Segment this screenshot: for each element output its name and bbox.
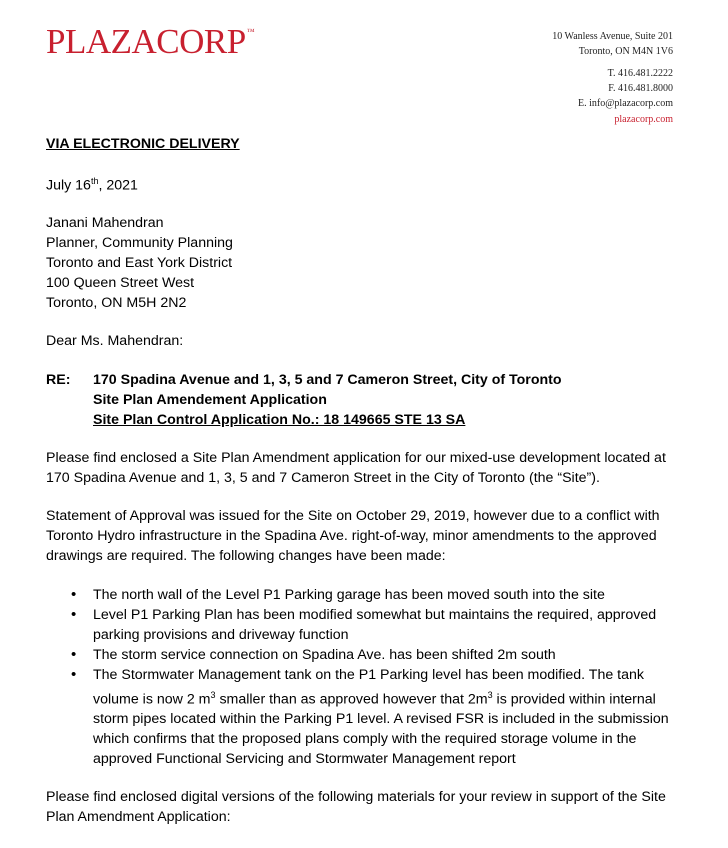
list-item: • The Stormwater Management tank on the P1 Parking level has been modified. The tank volume is now 2 $m^3$ smaller than as approved however that $2m^3$ is provided within internal storm pipes located within the Parking P1 level. A revised FSR is included in the submission which confirms that the proposed plans comply with the required storage volume in the approved Functional Servicing and Stormwater Management report [93, 665, 686, 770]
logo-text: PLAZACORP [46, 22, 246, 61]
paragraph-approval: Statement of Approval was issued for the Site on October 29, 2019, however due to a conflict with Toronto Hydro infrastructure in the Spadina Ave. right-of-way, minor amendments to the approved drawings are required. The following changes have been made: [46, 507, 660, 564]
email-address: E. info@plazacorp.com [577, 98, 673, 109]
website-link[interactable]: plazacorp.com [614, 114, 673, 125]
subject-line-3: Site Plan Control Application No.: 18 149665 STE 13 SA [93, 411, 466, 428]
recipient-district: Toronto and East York District [46, 254, 233, 271]
paragraph-enclosures: Please find enclosed digital versions of the following materials for your review in support of the Site Plan Amendment Application: [46, 789, 666, 826]
subject-line-1: 170 Spadina Avenue and 1, 3, 5 and 7 Cameron Street, City of Toronto [93, 371, 562, 388]
subject-line-2: Site Plan Amendement Application [93, 391, 327, 408]
recipient-street: 100 Queen Street West [46, 274, 195, 291]
recipient-title: Planner, Community Planning [46, 234, 233, 251]
date-ordinal: th [90, 176, 99, 186]
fax-number: F. 416.481.8000 [608, 83, 673, 94]
company-logo [46, 24, 254, 59]
letter-date: July 16th, 2021 [46, 176, 138, 194]
subject-block [46, 370, 686, 430]
recipient-city: Toronto, ON M5H 2N2 [46, 294, 187, 311]
salutation: Dear Ms. Mahendran: [46, 332, 184, 349]
recipient-name: Janani Mahendran [46, 214, 164, 231]
phone-number: T. 416.481.2222 [607, 68, 673, 79]
changes-list [46, 585, 686, 770]
address-line-1: 10 Wanless Avenue, Suite 201 [552, 31, 673, 42]
recipient-block [46, 213, 686, 313]
list-item: • Level P1 Parking Plan has been modified somewhat but maintains the required, approved parking provisions and driveway function [93, 605, 686, 645]
subject-label: RE: [46, 371, 71, 388]
delivery-method: VIA ELECTRONIC DELIVERY [46, 136, 240, 152]
paragraph-intro: Please find enclosed a Site Plan Amendment application for our mixed-use development located at 170 Spadina Avenue and 1, 3, 5 and 7 Cameron Street in the City of Toronto (the “Site”). [46, 449, 666, 486]
list-item: • The storm service connection on Spadina Ave. has been shifted 2m south [93, 645, 686, 665]
address-line-2: Toronto, ON M4N 1V6 [578, 46, 673, 57]
subject-lines [93, 370, 562, 430]
list-item: • The north wall of the Level P1 Parking garage has been moved south into the site [93, 585, 686, 605]
trademark-mark: ™ [246, 27, 255, 36]
letterhead-address [552, 29, 673, 127]
letter-body [46, 134, 686, 827]
